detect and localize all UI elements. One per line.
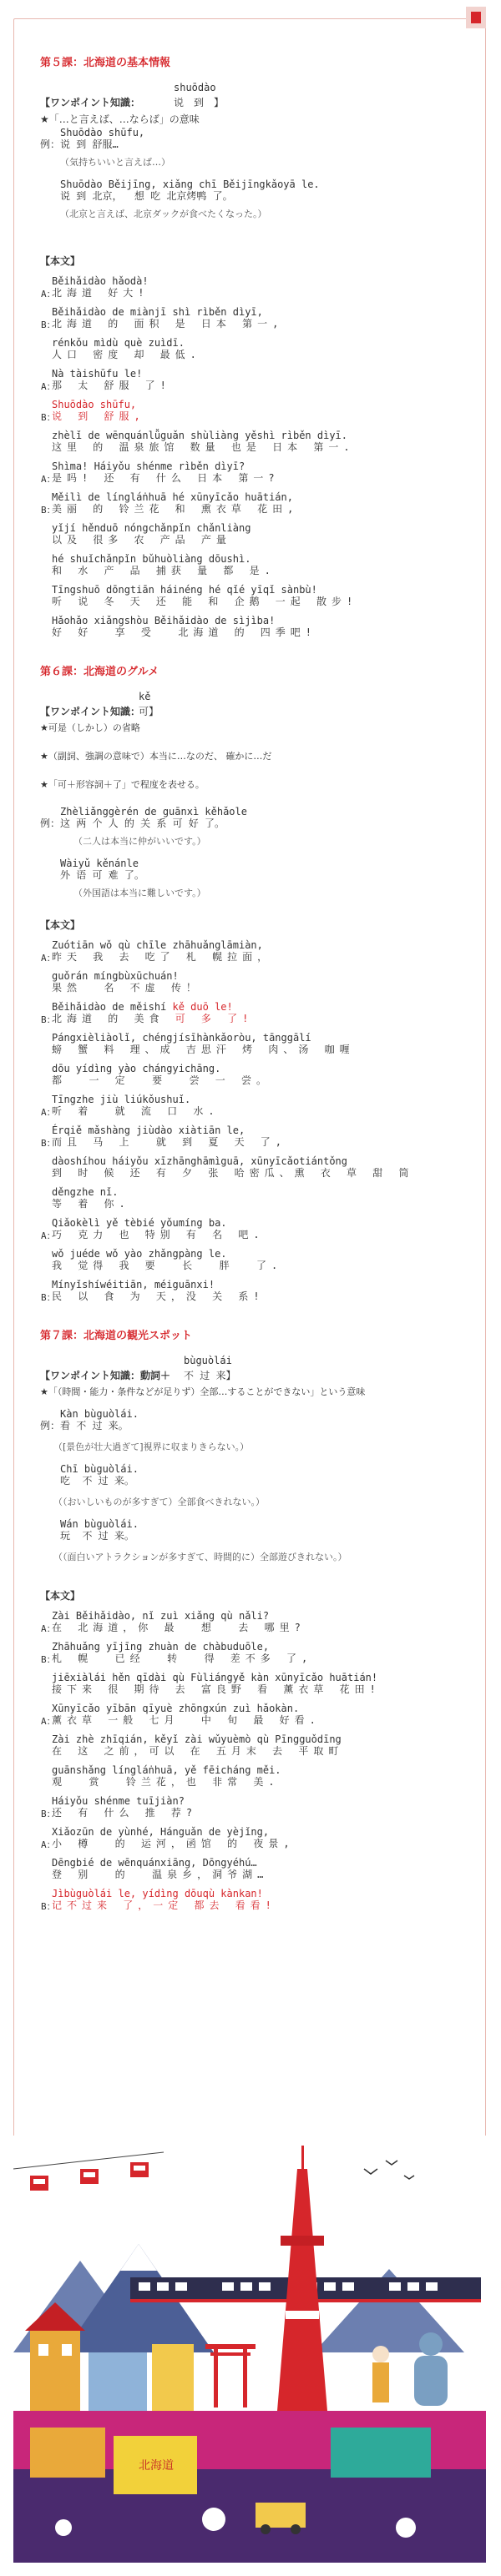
- corner-decoration-icon: [459, 7, 493, 28]
- text-heading: 【本文】: [40, 919, 81, 931]
- dialogue-pinyin: Nà tàishūfu le!: [52, 368, 143, 380]
- dialogue-line: [41, 1279, 458, 1303]
- dialogue-line: [52, 1186, 458, 1210]
- dialogue-hanzi: 是吗! 还 有 什么 日本 第一?: [52, 472, 280, 484]
- point-meanings: [40, 721, 458, 792]
- dialogue-line: [41, 275, 458, 299]
- dialogue-line: [52, 522, 458, 546]
- example-hanzi: 外 语 可 难 了。: [40, 869, 144, 881]
- dialogue-pinyin: Mínyǐshíwéitiān, méiguānxi!: [52, 1279, 215, 1291]
- point-meaning: ★「…と言えば、…ならば」の意味: [40, 113, 200, 125]
- dialogue-hanzi: 北海道 好大!: [52, 287, 149, 299]
- point-word: 可】: [139, 706, 159, 717]
- lesson-5-dialogue: [40, 275, 458, 638]
- dialogue-pinyin: dōu yídìng yào chángyichāng.: [52, 1063, 221, 1074]
- dialogue-pinyin: zhèlǐ de wēnquánlǚguǎn shùliàng yěshì rìběn dìyī.: [52, 430, 348, 441]
- dialogue-line: [41, 491, 458, 516]
- example-hanzi: 玩 不 过 来。: [40, 1530, 134, 1542]
- example-block: [40, 127, 458, 170]
- dialogue-hanzi: 记不过来 了，一定 都去 看看!: [52, 1899, 276, 1911]
- dialogue-hanzi: 札 幌 已经 转 得 差不多 了,: [52, 1653, 313, 1664]
- dialogue-hanzi: 薰衣草 一般 七月 中 旬 最 好看.: [52, 1714, 321, 1726]
- dialogue-pinyin: Pángxièliàolǐ, chéngjísīhànkǎoròu, tānggālí: [52, 1032, 311, 1044]
- dialogue-pinyin: rénkǒu mìdù què zuìdī.: [52, 337, 185, 349]
- dialogue-line: [52, 337, 458, 360]
- dialogue-line: [41, 1124, 458, 1149]
- lesson-7-examples: [40, 1408, 458, 1565]
- dialogue-pinyin: jiēxiàlái hěn qīdài qù Fùliángyě kàn xūnyīcǎo huātián!: [52, 1672, 378, 1683]
- dialogue-pinyin: Érqiě mǎshàng jiùdào xiàtiān le,: [52, 1124, 245, 1136]
- speaker-label: A：: [41, 1107, 56, 1118]
- dialogue-hanzi: 等 着 你.: [52, 1198, 130, 1210]
- speaker-label: A：: [41, 289, 56, 299]
- dialogue-hanzi: 观 赏 铃兰花，也 非常 美.: [52, 1776, 280, 1788]
- example-block: [40, 858, 458, 901]
- example-hanzi: 例：这 两 个 人 的 关 系 可 好 了。: [40, 818, 225, 829]
- dialogue-pinyin: dàoshíhou háiyǒu xīzhānghāmìguā, xūnyīcǎotiántǒng: [52, 1155, 348, 1167]
- dialogue-hanzi: 北海道 的 面积 是 日本 第一,: [52, 318, 284, 330]
- hokkaido-illustration: [13, 2136, 486, 2563]
- dialogue-pinyin: hé shuǐchǎnpǐn bǔhuòliàng dōushì.: [52, 553, 251, 565]
- dialogue-hanzi: 听 着 就 流 口 水.: [52, 1105, 220, 1117]
- speaker-label: B：: [41, 1654, 56, 1665]
- dialogue-pinyin: Shìma! Háiyǒu shénme rìběn dìyī?: [52, 460, 245, 472]
- dialogue-line: [41, 1888, 458, 1912]
- dialogue-line: [52, 970, 458, 994]
- dialogue-line: [52, 1248, 458, 1271]
- point-word: 说 到 】: [174, 97, 225, 108]
- dialogue-line: [52, 1672, 458, 1695]
- dialogue-line: [52, 1063, 458, 1086]
- speaker-label: A：: [41, 1839, 56, 1850]
- dialogue-pinyin: Qiǎokèlì yě tèbié yǒumíng ba.: [52, 1217, 227, 1229]
- dialogue-hanzi: 螃 蟹 料 理、成 吉思汗 烤 肉、汤 咖喱: [52, 1044, 355, 1055]
- dialogue-line: [52, 1032, 458, 1055]
- example-pinyin: Kàn bùguòlái.: [40, 1408, 139, 1420]
- example-hanzi: 例：说 到 舒服…: [40, 138, 119, 150]
- lesson-6-dialogue: [40, 939, 458, 1302]
- dialogue-line: [52, 430, 458, 453]
- dialogue-pinyin: Dēngbié de wēnquánxiāng, Dōngyéhú…: [52, 1857, 257, 1869]
- dialogue-pinyin: Shuōdào shūfu,: [52, 399, 137, 410]
- lesson-5-point: [40, 82, 458, 112]
- lesson-7-point: [40, 1355, 458, 1385]
- figure-icon: [372, 2362, 389, 2402]
- highlight: kě duō le!: [172, 1001, 233, 1013]
- dialogue-hanzi: 小 樽 的 运河，函馆 的 夜景,: [52, 1838, 295, 1849]
- dialogue-line: [41, 1795, 458, 1819]
- dialogue-pinyin: Měilì de língláṅhuā hé xūnyīcǎo huātián,: [52, 491, 293, 503]
- example-block: [40, 806, 458, 849]
- example-note: （外国語は本当に難しいです。）: [73, 888, 206, 898]
- example-hanzi: 吃 不 过 来。: [40, 1475, 134, 1487]
- dialogue-hanzi: 和 水 产 品 捕获 量 都 是.: [52, 565, 276, 576]
- dialogue-pinyin: Zài zhè zhīqián, kěyǐ zài wǔyuèmò qù Pīngguǒdīng: [52, 1733, 342, 1745]
- example-note: （気持ちいいと言えば…）: [60, 157, 170, 168]
- point-label: 【ワンポイント知識：: [40, 706, 141, 717]
- speaker-label: B：: [41, 1901, 56, 1912]
- speaker-label: B：: [41, 505, 56, 516]
- dialogue-pinyin: Tīngzhe jiù liúkǒushuǐ.: [52, 1094, 191, 1105]
- point-meaning: ★「可＋形容詞＋了」で程度を表せる。: [40, 779, 205, 790]
- dialogue-hanzi: 都 一 定 要 尝 一 尝。: [52, 1074, 272, 1086]
- example-note: （二人は本当に仲がいいです。）: [73, 836, 206, 847]
- dialogue-hanzi: 人口 密度 却 最低.: [52, 349, 201, 360]
- dialogue-hanzi: 接下来 很 期待 去 富良野 看 薰衣草 花田!: [52, 1683, 381, 1695]
- point-word: 不 过 来】: [184, 1370, 236, 1381]
- dialogue-pinyin: Xūnyīcǎo yībān qīyuè zhōngxún zuì hǎokàn.: [52, 1703, 300, 1714]
- example-block: [40, 1408, 458, 1455]
- dialogue-line: [52, 1155, 458, 1179]
- example-note: （（おいしいものが多すぎて）全部食べきれない。）: [53, 1497, 265, 1507]
- dialogue-pinyin: Běihǎidào de měishí kě duō le!: [52, 1001, 233, 1013]
- dialogue-pinyin: děngzhe nǐ.: [52, 1186, 119, 1198]
- dialogue-line: [41, 368, 458, 392]
- example-pinyin: Chī bùguòlái.: [40, 1463, 139, 1475]
- dialogue-line: [41, 1094, 458, 1118]
- lesson-7-title: 第７課：北海道の観光スポット: [40, 1330, 193, 1342]
- dialogue-hanzi: 说 到 舒服,: [52, 410, 145, 422]
- dialogue-pinyin: Jìbùguòlái le, yídìng dōuqù kànkan!: [52, 1888, 263, 1899]
- dialogue-hanzi: 果然 名 不虚 传！: [52, 982, 201, 994]
- lesson-5-title: 第５課：北海道の基本情報: [40, 57, 171, 69]
- example-note: （[景色が壮大過ぎて]視界に収まりきらない。）: [53, 1441, 250, 1452]
- point-ruby: bùguòlái: [184, 1355, 232, 1366]
- point-meaning: ★「（時間・能力・条件などが足りず）全部…することができない」という意味: [40, 1386, 366, 1397]
- dialogue-hanzi: 北海道 的 美食 可 多 了!: [52, 1013, 254, 1024]
- point-meaning: ★（副詞、強調の意味で）本当に…なのだ、 確かに…だ: [40, 751, 272, 762]
- dialogue-pinyin: Zhāhuǎng yījīng zhuàn de chàbuduōle,: [52, 1641, 270, 1653]
- dialogue-line: [52, 553, 458, 576]
- dialogue-hanzi: 好 好 享 受 北海道 的 四季吧!: [52, 626, 317, 638]
- speaker-label: A：: [41, 1716, 56, 1727]
- dialogue-hanzi: 而且 马 上 就 到 夏 天 了,: [52, 1136, 287, 1148]
- dialogue-pinyin: Tīngshuō dōngtiān háinéng hé qǐé yīqǐ sànbù!: [52, 584, 317, 596]
- speaker-label: B：: [41, 1138, 56, 1149]
- highlight: 可 多 了!: [175, 1013, 254, 1024]
- dialogue-line: [41, 1826, 458, 1850]
- speaker-label: A：: [41, 381, 56, 392]
- dialogue-hanzi: 这里 的 温泉旅馆 数量 也是 日本 第一.: [52, 441, 355, 453]
- car-icon: [256, 2503, 306, 2528]
- example-hanzi: 说 到 北京， 想 吃 北京烤鸭 了。: [40, 190, 233, 202]
- example-note: （（面白いアトラクションが多すぎて、時間的に）全部遊びきれない。）: [53, 1552, 347, 1562]
- dialogue-hanzi: 美丽 的 铃兰花 和 熏衣草 花田,: [52, 503, 299, 515]
- dialogue-line: [41, 939, 458, 963]
- statue-icon: [414, 2356, 448, 2406]
- point-meaning: ★可是（しかし）の省略: [40, 722, 140, 733]
- speaker-label: B：: [41, 1809, 56, 1819]
- dialogue-pinyin: Běihǎidào de miànjī shì rìběn dìyī,: [52, 306, 263, 318]
- text-heading: 【本文】: [40, 1590, 81, 1602]
- dialogue-hanzi: 在 北海道，你 最 想 去 哪里?: [52, 1622, 306, 1633]
- dialogue-hanzi: 听 说 冬 天 还 能 和 企鹅 一起 散步!: [52, 596, 358, 607]
- dialogue-hanzi: 我 觉得 我 要 长 胖 了.: [52, 1260, 283, 1271]
- dialogue-pinyin: Xiǎozūn de yùnhé, Hánguǎn de yèjǐng,: [52, 1826, 270, 1838]
- dialogue-line: [52, 1857, 458, 1880]
- dialogue-line: [41, 306, 458, 330]
- lesson-7-dialogue: [40, 1610, 458, 1911]
- dialogue-pinyin: guǒrán míngbùxūchuán!: [52, 970, 179, 982]
- dialogue-pinyin: Běihǎidào hǎodà!: [52, 275, 149, 287]
- dialogue-pinyin: Hǎohǎo xiǎngshòu Běihǎidào de sìjìba!: [52, 615, 276, 626]
- speaker-label: B：: [41, 319, 56, 330]
- art-sign: 北海道: [139, 2459, 174, 2473]
- dialogue-pinyin: guānshǎng língláṅhuā, yě fēicháng měi.: [52, 1764, 281, 1776]
- speaker-label: A：: [41, 1623, 56, 1634]
- dialogue-line: [52, 1764, 458, 1788]
- speaker-label: B：: [41, 412, 56, 423]
- point-ruby: kě: [139, 691, 151, 702]
- dialogue-pinyin: Zuótiān wǒ qù chīle zhāhuǎnglāmiàn,: [52, 939, 263, 951]
- example-block: [40, 179, 458, 222]
- example-pinyin: Shuōdào shūfu,: [40, 127, 145, 138]
- dialogue-line: [41, 1703, 458, 1727]
- speaker-label: A：: [41, 1230, 56, 1241]
- dialogue-hanzi: 民 以 食 为 天，没 关 系!: [52, 1291, 265, 1302]
- example-pinyin: Wàiyǔ kěnánle: [40, 858, 139, 869]
- dialogue-line: [41, 460, 458, 485]
- dialogue-hanzi: 在 这 之前，可以 在 五月末 去 平取町: [52, 1745, 344, 1757]
- dialogue-line: [52, 615, 458, 638]
- dialogue-line: [52, 1733, 458, 1757]
- lesson-6-point: [40, 691, 458, 721]
- text-heading: 【本文】: [40, 255, 81, 267]
- dialogue-hanzi: 巧 克力 也 特别 有 名 吧.: [52, 1229, 265, 1240]
- example-note: （北京と言えば、北京ダックが食べたくなった。）: [60, 209, 267, 219]
- example-block: [40, 1463, 458, 1510]
- dialogue-hanzi: 到 时 候 还 有 夕 张 哈密瓜、熏 衣 草 甜 筒: [52, 1167, 414, 1179]
- document-body: [40, 55, 458, 1919]
- dialogue-hanzi: 昨天 我 去 吃了 札 幌拉面，: [52, 951, 273, 963]
- dialogue-hanzi: 那 太 舒服 了!: [52, 380, 171, 391]
- dialogue-pinyin: Zài Běihǎidào, nǐ zuì xiǎng qù nǎli?: [52, 1610, 270, 1622]
- dialogue-pinyin: wǒ juéde wǒ yào zhǎngpàng le.: [52, 1248, 227, 1260]
- speaker-label: B：: [41, 1292, 56, 1303]
- point-label: 【ワンポイント知識：: [40, 97, 141, 108]
- point-ruby: shuōdào: [174, 82, 216, 93]
- dialogue-line: [52, 584, 458, 607]
- dialogue-line: [41, 1001, 458, 1025]
- example-hanzi: 例：看 不 过 来。: [40, 1420, 129, 1431]
- dialogue-hanzi: 还 有 什么 推 荐?: [52, 1807, 198, 1819]
- dialogue-pinyin: Háiyǒu shénme tuījiàn?: [52, 1795, 185, 1807]
- example-pinyin: Wán bùguòlái.: [40, 1518, 139, 1530]
- example-pinyin: Shuōdào Běijīng, xiǎng chī Běijīngkǎoyā le.: [40, 179, 320, 190]
- example-block: [40, 1518, 458, 1565]
- dialogue-line: [41, 399, 458, 423]
- dialogue-pinyin: yǐjí hěnduō nóngchǎnpǐn chǎnliàng: [52, 522, 251, 534]
- speaker-label: A：: [41, 474, 56, 485]
- dialogue-line: [41, 1217, 458, 1241]
- dialogue-line: [41, 1610, 458, 1634]
- speaker-label: B：: [41, 1014, 56, 1025]
- point-label: 【ワンポイント知識：動詞＋: [40, 1370, 171, 1381]
- dialogue-hanzi: 以及 很多 农 产品 产量: [52, 534, 231, 546]
- dialogue-line: [41, 1641, 458, 1665]
- dialogue-hanzi: 登 别 的 温泉乡，洞爷湖…: [52, 1869, 269, 1880]
- speaker-label: A：: [41, 953, 56, 963]
- lesson-6-title: 第６課：北海道のグルメ: [40, 666, 159, 678]
- example-pinyin: Zhèliǎnggèrén de guānxì kěhǎole: [40, 806, 247, 818]
